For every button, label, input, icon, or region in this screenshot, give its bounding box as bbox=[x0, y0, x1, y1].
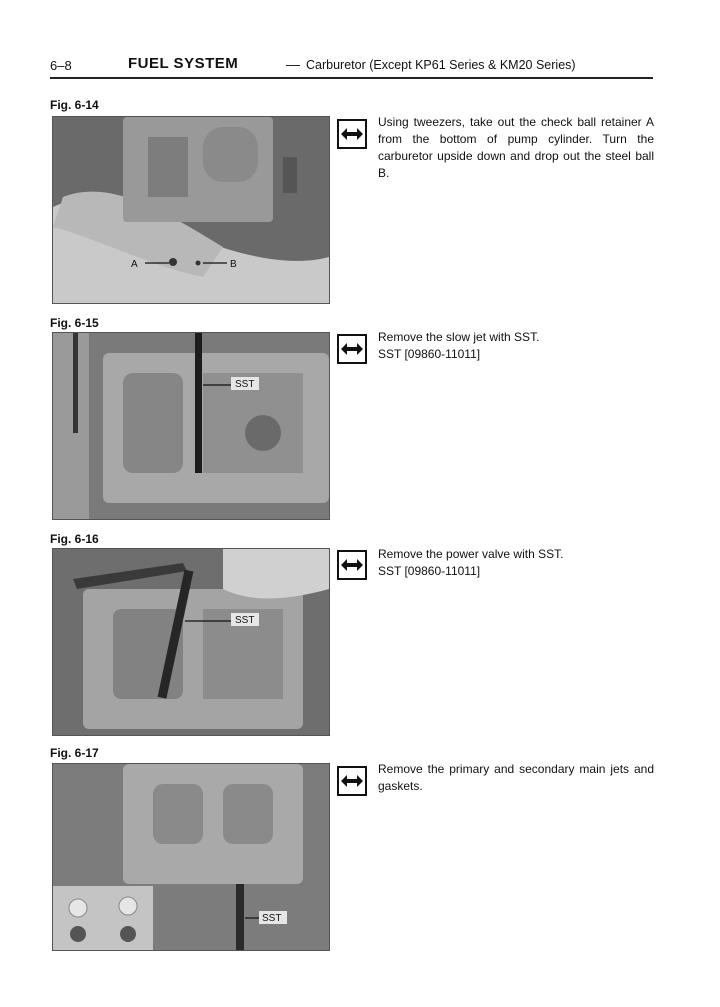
callout-a: A bbox=[131, 259, 138, 270]
figure-photo bbox=[52, 116, 330, 304]
page-header bbox=[50, 54, 653, 78]
step-description bbox=[378, 761, 654, 795]
step-text: Remove the power valve with SST. bbox=[378, 547, 564, 561]
step-text: Remove the slow jet with SST. bbox=[378, 330, 540, 344]
title-dash: — bbox=[286, 56, 300, 72]
figure-label: Fig. 6-16 bbox=[50, 532, 99, 546]
figure-photo bbox=[52, 332, 330, 520]
callout-sst: SST bbox=[235, 615, 255, 626]
arrows-left-right-icon bbox=[337, 334, 367, 364]
tool-number: SST [09860-11011] bbox=[378, 564, 481, 578]
section-title: FUEL SYSTEM bbox=[128, 55, 239, 72]
step-description bbox=[378, 546, 654, 580]
step-text: Remove the primary and secondary main jets and gaskets. bbox=[378, 762, 654, 793]
section-subtitle: Carburetor (Except KP61 Series & KM20 Series) bbox=[306, 58, 576, 72]
figure-label: Fig. 6-17 bbox=[50, 746, 99, 760]
step-text: Using tweezers, take out the check ball retainer A from the bottom of pump cylinder. Turn the carburetor upside down and drop out the steel ball B. bbox=[378, 115, 654, 180]
callout-sst: SST bbox=[262, 913, 282, 924]
figure-label: Fig. 6-14 bbox=[50, 98, 99, 112]
step-description bbox=[378, 329, 654, 363]
arrows-left-right-icon bbox=[337, 119, 367, 149]
page-number: 6–8 bbox=[50, 58, 72, 73]
arrows-left-right-icon bbox=[337, 766, 367, 796]
step-description bbox=[378, 114, 654, 182]
figure-photo bbox=[52, 763, 330, 951]
figure-label: Fig. 6-15 bbox=[50, 316, 99, 330]
callout-b: B bbox=[230, 259, 237, 270]
callout-sst: SST bbox=[235, 379, 255, 390]
tool-number: SST [09860-11011] bbox=[378, 347, 481, 361]
arrows-left-right-icon bbox=[337, 550, 367, 580]
header-rule bbox=[50, 77, 653, 79]
figure-photo bbox=[52, 548, 330, 736]
